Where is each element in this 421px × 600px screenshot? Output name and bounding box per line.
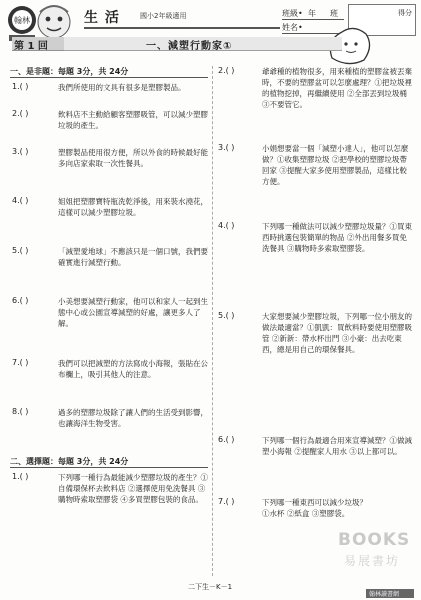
- score-label: 得分: [398, 9, 412, 17]
- question-number[interactable]: 2.( ): [218, 66, 235, 75]
- question-text: 爺爺種的植物很多，用來種植的塑膠盆被丟棄時，不要的塑膠盆可以怎麼處理？①把垃圾裡的植物挖掉，再繼續使用 ②全部丟到垃圾桶 ③不要管它。: [262, 67, 412, 109]
- question-number[interactable]: 6.( ): [12, 296, 29, 305]
- question-text: 「減塑愛地球」不應該只是一個口號，我們要確實進行減塑行動。: [58, 247, 208, 267]
- corner-tag: [366, 589, 414, 598]
- question-text: 過多的塑膠垃圾除了讓人們的生活受到影響，也讓海洋生物受害。: [58, 408, 208, 428]
- class-line: [282, 19, 344, 20]
- corner-tag-text: 翰林讀書網: [369, 591, 400, 598]
- mascot-icon: [34, 2, 74, 42]
- class-unit-label: 班: [330, 9, 338, 18]
- question-text: 下列哪一種行為最能減少塑膠垃圾的產生？①自備環保杯去飲料店 ②選擇使用免洗餐具 ③購物時索取塑膠袋 ④多買塑膠包裝的食品。: [58, 473, 208, 504]
- question-text: 姐姐把塑膠寶特瓶洗乾淨後，用來裝水澆花，這樣可以減少塑膠垃圾。: [58, 197, 208, 217]
- name-label: 姓名•: [282, 23, 303, 32]
- watermark-subtext: 易展書坊: [344, 554, 401, 568]
- subject-title: 生 活: [84, 10, 120, 26]
- section-rule: [10, 77, 208, 78]
- logo-text: 翰林: [14, 16, 30, 25]
- question-text: 小美想要減塑行動家，他可以和家人一起到生態中心或公園宣導減塑的好處，讓更多人了解。: [58, 297, 208, 328]
- section-multiple-choice-heading: 二、選擇題：每題 3分，共 24分: [10, 457, 129, 466]
- class-label: 班級•: [282, 9, 303, 18]
- question-text: 我們所使用的文具有很多是塑膠製品。: [58, 83, 186, 92]
- grade-note: 國小2年級適用: [140, 12, 187, 20]
- question-text: 我們可以把減塑的方法寫成小海報，張貼在公布欄上，吸引其他人的注意。: [58, 359, 208, 379]
- lesson-number: 第 1 回: [14, 41, 48, 52]
- question-text: 下列哪一種做法可以減少塑膠垃圾量？①買東西時挑選包裝簡單的物品 ②外出用餐多買免洗餐具 ③購物時多索取塑膠袋。: [262, 222, 412, 253]
- watermark: [330, 512, 416, 576]
- section-true-false-heading: 一、是非題：每題 3分，共 24分: [10, 67, 129, 76]
- question-number[interactable]: 7.( ): [12, 358, 29, 367]
- question-text: 塑膠製品使用很方便，所以外食的時候最好能多向店家索取一次性餐具。: [58, 148, 208, 168]
- question-number[interactable]: 8.( ): [12, 407, 29, 416]
- question-number[interactable]: 5.( ): [12, 246, 29, 255]
- question-number[interactable]: 3.( ): [12, 147, 29, 156]
- question-text: 下列哪一種東西可以減少垃圾？①水杯 ②紙盒 ③塑膠袋。: [262, 498, 367, 518]
- question-number[interactable]: 6.( ): [218, 435, 235, 444]
- question-number[interactable]: 4.( ): [12, 196, 29, 205]
- question-text: 飲料店不主動給顧客塑膠吸管，可以減少塑膠垃圾的產生。: [58, 110, 208, 130]
- question-text: 大家想要減少塑膠垃圾，下列哪一位小朋友的做法最適當？①凱凱：買飲料時要使用塑膠吸管 ②新新：帶水杯出門 ③小豪：出去吃東西，總是用自己的環保餐具。: [262, 312, 412, 354]
- question-number[interactable]: 3.( ): [218, 143, 235, 152]
- question-text: 下列哪一個行為最適合用來宣導減塑？①做減塑小海報 ②提醒家人用水 ③以上都可以。: [262, 436, 412, 456]
- question-number[interactable]: 2.( ): [12, 109, 29, 118]
- year-label: 年: [308, 9, 316, 18]
- question-number[interactable]: 1.( ): [12, 82, 29, 91]
- lesson-title: 一、減塑行動家①: [146, 41, 233, 52]
- section-rule: [10, 467, 208, 468]
- watermark-text: BOOKS: [338, 530, 411, 550]
- column-divider: [212, 66, 213, 576]
- page-code: 二下生－K－1: [188, 583, 233, 591]
- question-number[interactable]: 4.( ): [218, 221, 235, 230]
- question-number[interactable]: 7.( ): [218, 497, 235, 506]
- question-text: 小娟想要當一個「減塑小達人」，他可以怎麼做？①收集塑膠垃圾 ②把學校的塑膠垃圾帶回家 ③提醒大家多使用塑膠製品，這樣比較方便。: [262, 144, 409, 186]
- header-rule: [84, 27, 280, 29]
- question-number[interactable]: 1.( ): [12, 472, 29, 481]
- question-number[interactable]: 5.( ): [218, 311, 235, 320]
